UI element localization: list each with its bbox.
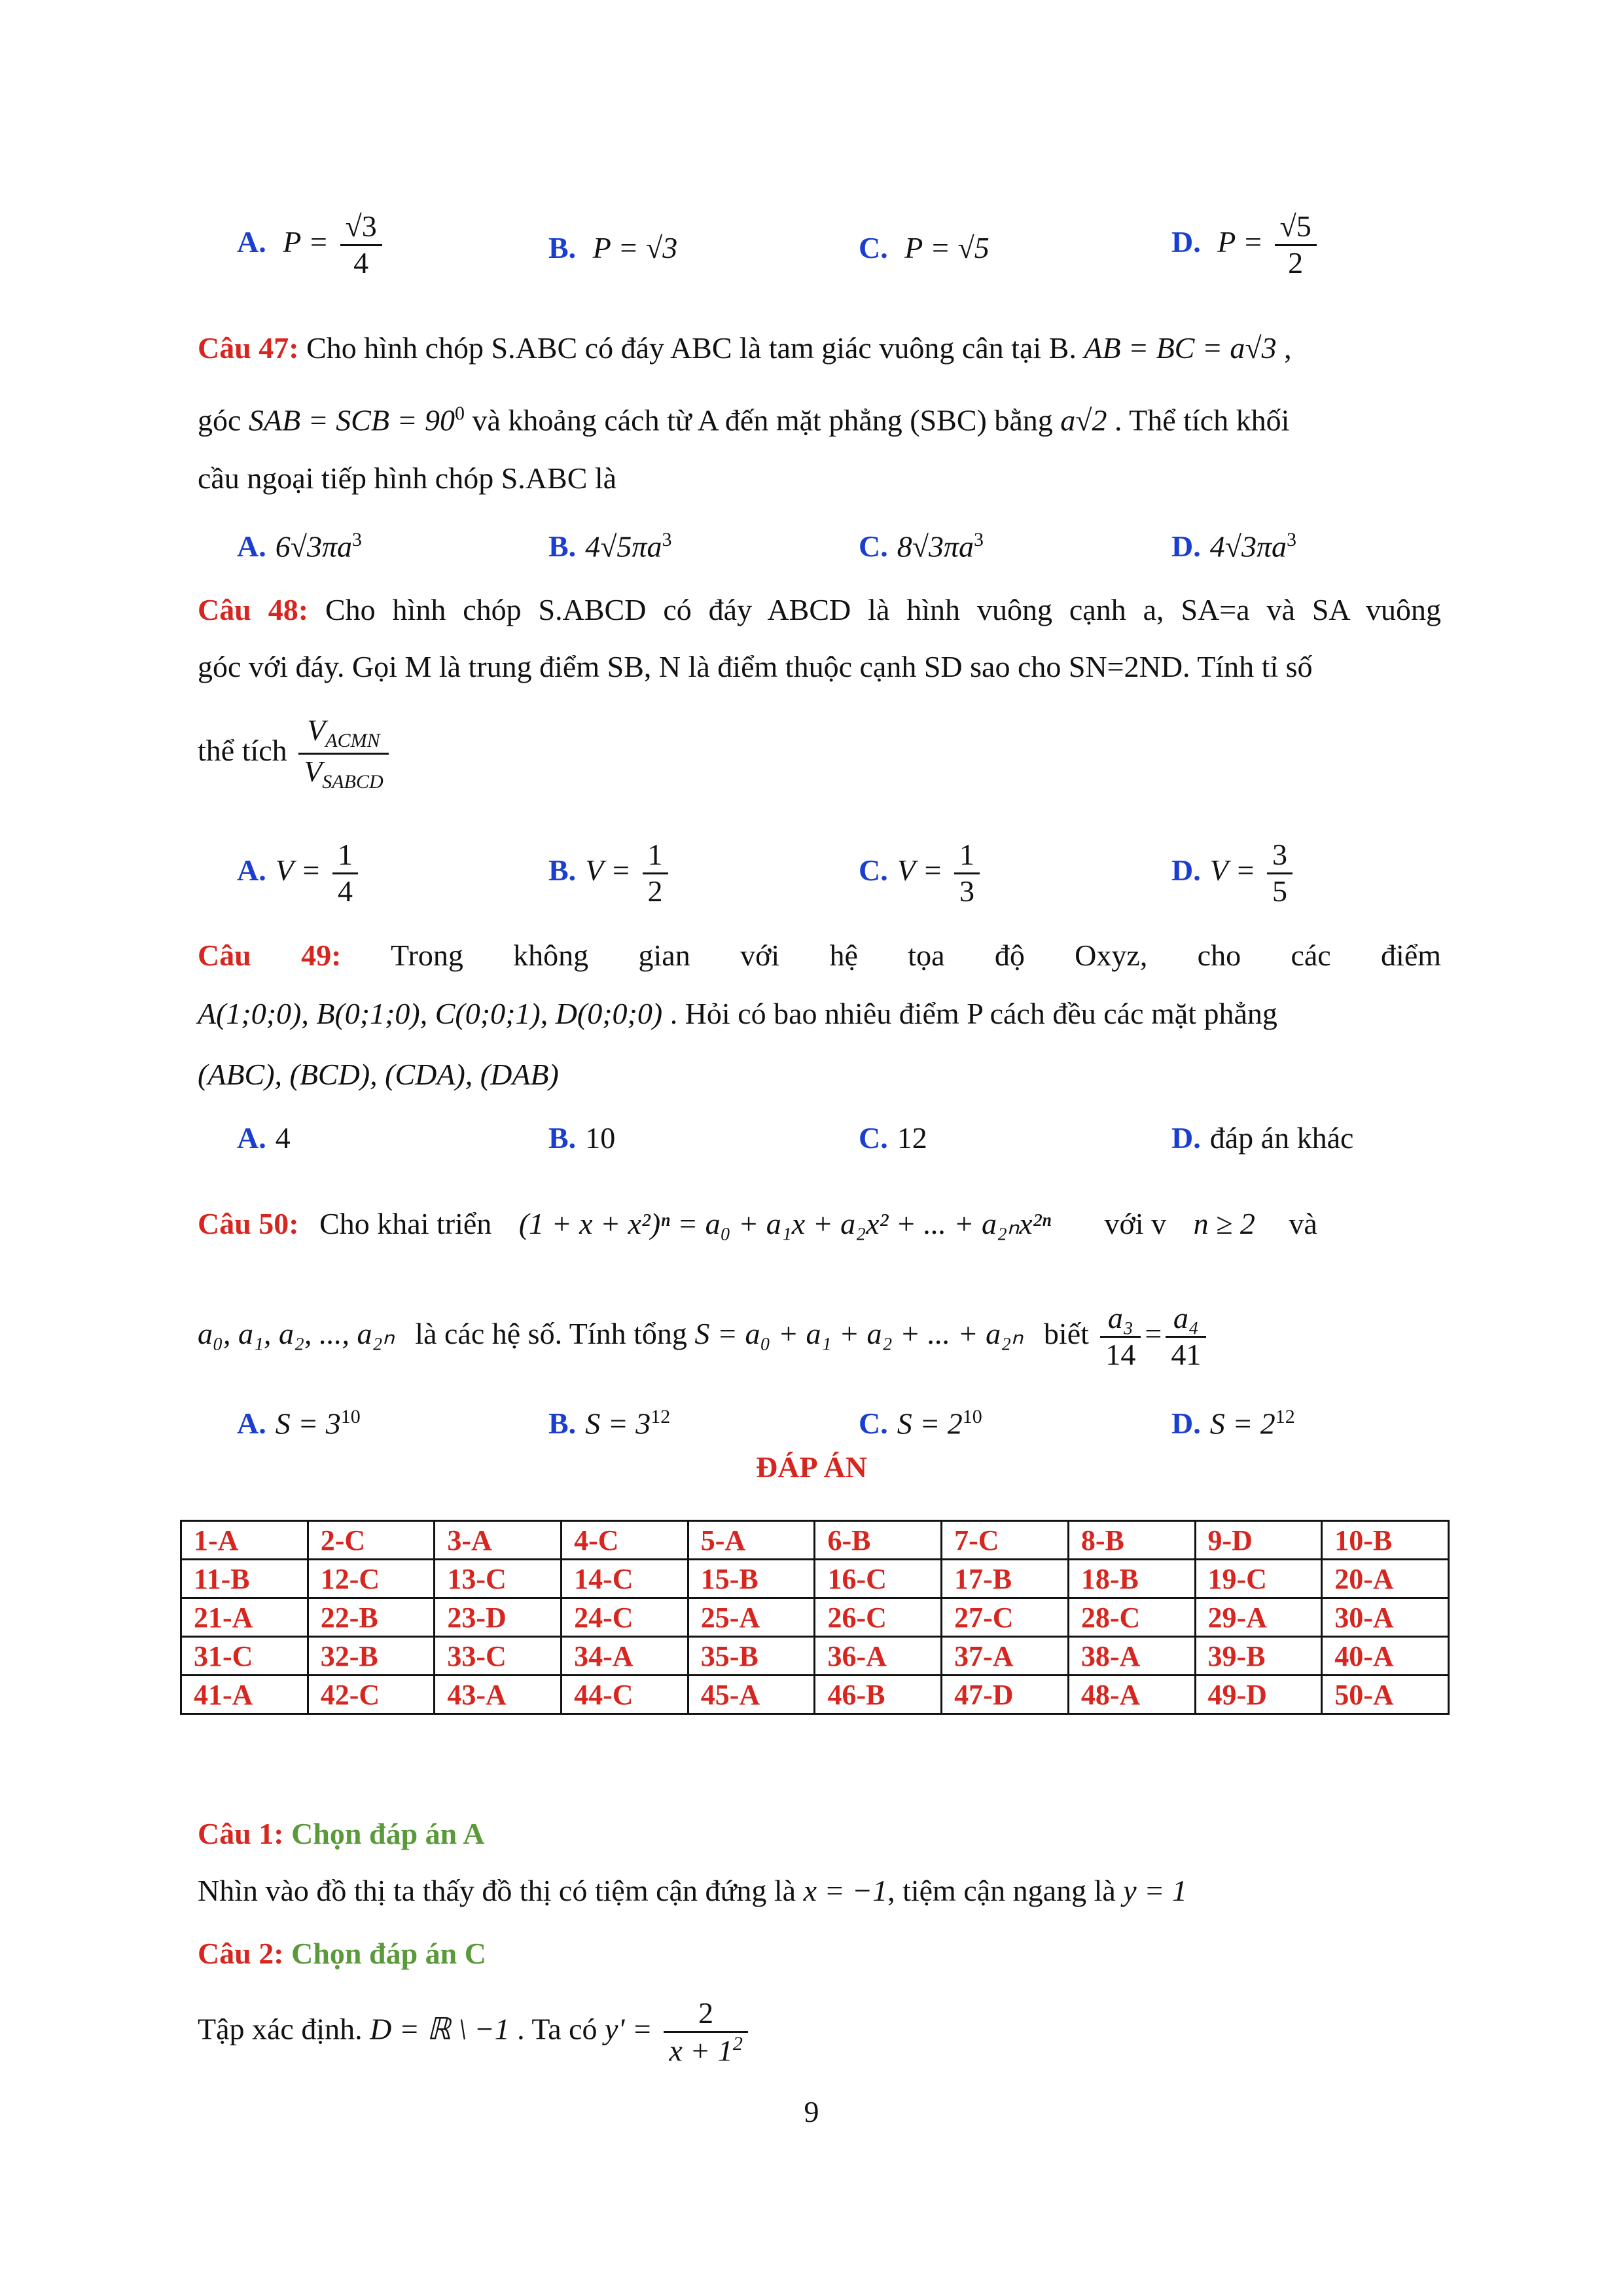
answer-cell: 13-C	[435, 1560, 562, 1598]
answer-cell: 7-C	[942, 1521, 1069, 1560]
q49-line-3: (ABC), (BCD), (CDA), (DAB)	[198, 1058, 559, 1091]
answer-cell: 39-B	[1195, 1637, 1322, 1676]
answer-cell: 50-A	[1322, 1676, 1449, 1714]
answer-cell: 49-D	[1195, 1676, 1322, 1714]
answer-cell: 42-C	[308, 1676, 435, 1714]
q47-option-d: D. $4√3\pi a^3$	[1171, 529, 1297, 564]
q47-option-c: C. $8√3\pi a^3$	[859, 529, 984, 564]
answer-cell: 38-A	[1068, 1637, 1195, 1676]
answer-cell: 25-A	[688, 1598, 815, 1637]
answer-cell: 20-A	[1322, 1560, 1449, 1598]
answer-cell: 2-C	[308, 1521, 435, 1560]
answer-row	[181, 1637, 1449, 1676]
answer-row	[181, 1676, 1449, 1714]
answer-cell: 36-A	[815, 1637, 942, 1676]
answer-cell: 18-B	[1068, 1560, 1195, 1598]
answer-cell: 35-B	[688, 1637, 815, 1676]
q48-line-1: Câu 48: Cho hình chóp S.ABCD có đáy ABCD là hình vuông cạnh a, SA=a và SA vuông	[198, 593, 1442, 626]
answer-cell: 11-B	[181, 1560, 308, 1598]
answer-cell: 4-C	[562, 1521, 688, 1560]
answer-cell: 23-D	[435, 1598, 562, 1637]
answer-table	[180, 1520, 1450, 1715]
q46-option-a-lhs: P =	[283, 224, 329, 259]
answer-cell: 48-A	[1068, 1676, 1195, 1714]
q47-line-3: cầu ngoại tiếp hình chóp S.ABC là	[198, 461, 617, 495]
page-number: 9	[804, 2095, 819, 2128]
sol2-text: Tập xác định. D = ℝ \ −1 . Ta có y' = $\frac{2}{x + 1^2}$	[198, 1996, 1441, 2068]
q47-line-2: góc SAB = SCB = $90^0$ và khoảng cách từ A đến mặt phẳng (SBC) bằng a√2 . Thể tích khối	[198, 403, 1290, 437]
answer-cell: 24-C	[562, 1598, 688, 1637]
q50-option-d: D. $S = 2^{12}$	[1171, 1406, 1295, 1441]
answer-cell: 15-B	[688, 1560, 815, 1598]
answer-cell: 19-C	[1195, 1560, 1322, 1598]
q46-option-a: A. P = $\frac{√3}{4}$	[237, 209, 386, 281]
answer-cell: 47-D	[942, 1676, 1069, 1714]
answer-cell: 9-D	[1195, 1521, 1322, 1560]
sol1-heading: Câu 1: Chọn đáp án A	[198, 1817, 485, 1850]
answer-cell: 26-C	[815, 1598, 942, 1637]
answer-cell: 29-A	[1195, 1598, 1322, 1637]
q46-option-d: D. P = $\frac{√5}{2}$	[1171, 209, 1321, 281]
answer-cell: 14-C	[562, 1560, 688, 1598]
q50-line-2: a₀, a₁, a₂, ..., a₂ₙ là các hệ số. Tính tổng S = a₀ + a₁ + a₂ + ... + a₂ₙ biết $\frac{\text{a₃}}{14}$ = $\frac{\text{a₄}}{41}$	[198, 1301, 1441, 1372]
q47-option-b: B. $4√5\pi a^3$	[548, 529, 672, 564]
sol2-heading: Câu 2: Chọn đáp án C	[198, 1937, 486, 1970]
q50-option-a: A. $S = 3^{10}$	[237, 1406, 361, 1441]
q49-option-c: C. 12	[859, 1121, 927, 1155]
q49-line-1: Câu 49: Trong không gian với hệ tọa độ Oxyz, cho các điểm	[198, 939, 1442, 972]
q46-option-c: C. P = √5	[859, 231, 990, 264]
q49-line-2: A(1;0;0), B(0;1;0), C(0;0;1), D(0;0;0) . Hỏi có bao nhiêu điểm P cách đều các mặt phẳng	[198, 997, 1277, 1030]
q48-ratio-fraction: $\frac{V_{ACMN}}{V_{SABCD}}$	[298, 713, 388, 793]
q48-option-b: B. V = $\frac{1}{2}$	[548, 838, 672, 909]
q50-option-c: C. $S = 2^{10}$	[859, 1406, 982, 1441]
q50-line-1: Câu 50: Cho khai triển (1 + x + x²)ⁿ = a₀ + a₁x + a₂x² + ... + a₂ₙx²ⁿ với v n ≥ 2 và	[198, 1207, 1317, 1240]
q50-fraction-a3: $\frac{\text{a₃}}{14}$	[1100, 1301, 1141, 1372]
q47-line-1: Câu 47: Cho hình chóp S.ABC có đáy ABC là tam giác vuông cân tại B. AB = BC = a√3 ,	[198, 331, 1292, 365]
answer-cell: 33-C	[435, 1637, 562, 1676]
answer-row	[181, 1598, 1449, 1637]
answer-cell: 45-A	[688, 1676, 815, 1714]
answer-cell: 6-B	[815, 1521, 942, 1560]
answer-cell: 16-C	[815, 1560, 942, 1598]
answer-cell: 28-C	[1068, 1598, 1195, 1637]
answers-heading: ĐÁP ÁN	[756, 1450, 867, 1484]
q49-option-b: B. 10	[548, 1121, 616, 1155]
question-label: Câu 47:	[198, 331, 299, 365]
q50-option-b: B. $S = 3^{12}$	[548, 1406, 671, 1441]
answer-cell: 30-A	[1322, 1598, 1449, 1637]
question-label: Câu 49:	[198, 939, 342, 972]
answer-row	[181, 1521, 1449, 1560]
answer-cell: 1-A	[181, 1521, 308, 1560]
q46-option-b: B. P = √3	[548, 231, 678, 264]
q49-option-a: A. 4	[237, 1121, 291, 1155]
q46-option-d-fraction: $\frac{√5}{2}$	[1275, 209, 1317, 281]
answer-cell: 41-A	[181, 1676, 308, 1714]
answer-cell: 40-A	[1322, 1637, 1449, 1676]
q48-line-3: thể tích $\frac{V_{ACMN}}{V_{SABCD}}$	[198, 713, 1441, 793]
answer-cell: 22-B	[308, 1598, 435, 1637]
answer-cell: 21-A	[181, 1598, 308, 1637]
q48-option-a: A. V = $\frac{1}{4}$	[237, 838, 362, 909]
answer-cell: 31-C	[181, 1637, 308, 1676]
answer-cell: 44-C	[562, 1676, 688, 1714]
answer-cell: 46-B	[815, 1676, 942, 1714]
answer-cell: 5-A	[688, 1521, 815, 1560]
q48-option-c: C. V = $\frac{1}{3}$	[859, 838, 984, 909]
question-label: Câu 48:	[198, 593, 309, 626]
answer-cell: 34-A	[562, 1637, 688, 1676]
answer-cell: 17-B	[942, 1560, 1069, 1598]
answer-cell: 27-C	[942, 1598, 1069, 1637]
q48-option-d: D. V = $\frac{3}{5}$	[1171, 838, 1296, 909]
sol1-text: Nhìn vào đồ thị ta thấy đồ thị có tiệm cận đứng là x = −1, tiệm cận ngang là y = 1	[198, 1874, 1187, 1907]
q48-line-2: góc với đáy. Gọi M là trung điểm SB, N là điểm thuộc cạnh SD sao cho SN=2ND. Tính tỉ số	[198, 650, 1313, 683]
answer-cell: 8-B	[1068, 1521, 1195, 1560]
question-label: Câu 50:	[198, 1207, 299, 1240]
answer-cell: 10-B	[1322, 1521, 1449, 1560]
sol2-derivative-fraction: $\frac{2}{x + 1^2}$	[664, 1996, 747, 2068]
q49-option-d: D. đáp án khác	[1171, 1121, 1354, 1155]
answer-cell: 37-A	[942, 1637, 1069, 1676]
answer-cell: 12-C	[308, 1560, 435, 1598]
q47-option-a: A. $6√3\pi a^3$	[237, 529, 363, 564]
q46-option-a-fraction: $\frac{√3}{4}$	[340, 209, 382, 281]
answer-cell: 3-A	[435, 1521, 562, 1560]
answer-cell: 43-A	[435, 1676, 562, 1714]
answer-row	[181, 1560, 1449, 1598]
q50-fraction-a4: $\frac{\text{a₄}}{41}$	[1166, 1301, 1206, 1372]
answer-cell: 32-B	[308, 1637, 435, 1676]
